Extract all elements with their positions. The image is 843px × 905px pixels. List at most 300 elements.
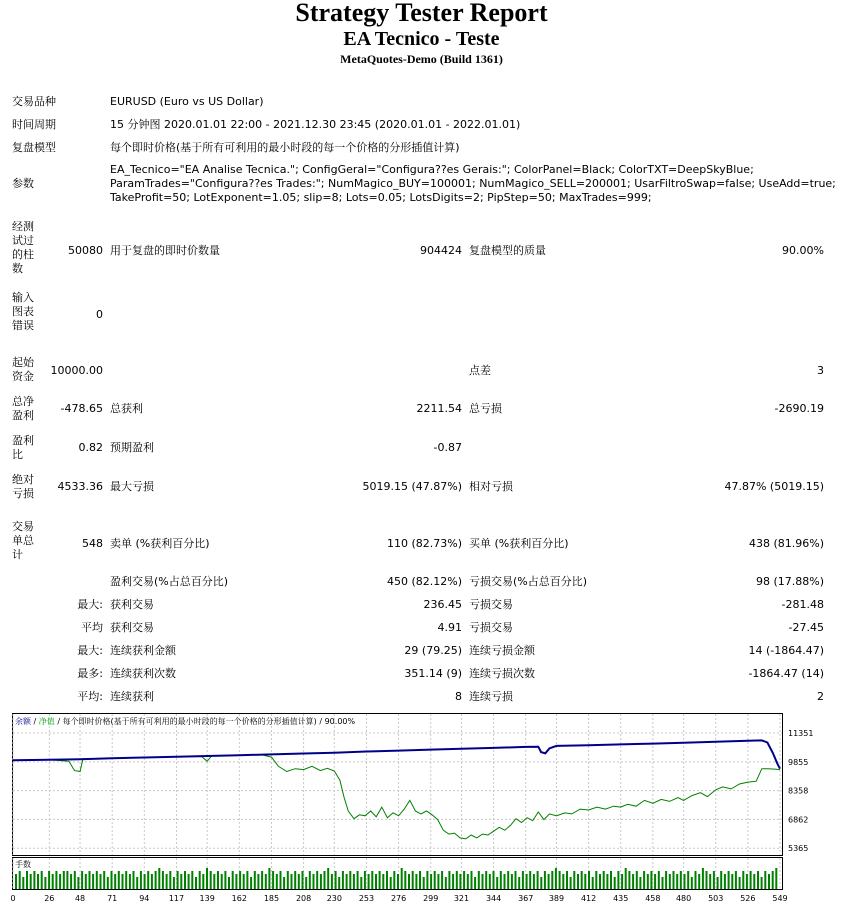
volume-bar: [114, 874, 116, 889]
volume-bar: [452, 874, 454, 889]
volume-bar: [129, 874, 131, 889]
maximal-prefix: 最多:: [77, 667, 103, 680]
volume-bar: [599, 874, 601, 889]
volume-bar: [327, 868, 329, 889]
volume-bar: [382, 874, 384, 889]
trades-label: 交易单总计: [12, 520, 34, 561]
volume-bar: [720, 871, 722, 889]
volume-bar: [680, 871, 682, 889]
volume-bar: [272, 871, 274, 889]
abs-dd-value: 4533.36: [57, 480, 103, 493]
x-tick-label: 253: [358, 894, 375, 903]
volume-bar: [133, 871, 135, 889]
quality-label: 复盘模型的质量: [469, 244, 546, 257]
loss-trades-value: 98 (17.88%): [755, 575, 824, 588]
volume-bar: [55, 871, 57, 889]
average-prefix: 平均: [81, 621, 103, 634]
x-tick-label: 480: [675, 894, 692, 903]
volume-bar: [305, 877, 307, 889]
volume-bar: [151, 874, 153, 889]
symbol-label: 交易品种: [12, 95, 56, 108]
volume-bar: [548, 874, 550, 889]
volume-bar: [287, 871, 289, 889]
volume-bar: [19, 871, 21, 889]
x-tick-label: 435: [613, 894, 629, 903]
volume-bar: [158, 868, 160, 889]
volume-bar: [566, 871, 568, 889]
volume-bar: [118, 871, 120, 889]
volume-bar: [70, 874, 72, 889]
average-profit-value: 4.91: [437, 621, 462, 634]
x-tick-label: 344: [485, 894, 502, 903]
volume-bar: [100, 874, 102, 889]
server-build: MetaQuotes-Demo (Build 1361): [340, 52, 503, 66]
volume-bar: [746, 874, 748, 889]
volume-bar: [735, 871, 737, 889]
volume-bar: [206, 868, 208, 889]
x-tick-label: 71: [107, 894, 118, 903]
volume-bar: [713, 871, 715, 889]
volume-bar: [706, 871, 708, 889]
volume-bar: [89, 871, 91, 889]
volume-bar: [30, 874, 32, 889]
volume-bar: [511, 874, 513, 889]
volume-bar: [650, 871, 652, 889]
mismatch-value: 0: [96, 308, 103, 321]
volume-bar: [401, 868, 403, 889]
volume-bar: [551, 871, 553, 889]
volume-bar: [764, 871, 766, 889]
y-tick-label: 8358: [788, 786, 809, 796]
volume-bar: [96, 871, 98, 889]
max-cons-losses-label: 连续亏损金额: [469, 644, 535, 657]
volume-bar: [570, 877, 572, 889]
x-tick-label: 139: [199, 894, 215, 903]
params-line-2: ParamTrades="Configura??es Trades:"; NumMagico_BUY=100001; NumMagico_SELL=200001; UsarFiltroSwap=false; UseAdd=true;: [110, 177, 836, 190]
volume-bar: [316, 871, 318, 889]
volume-bar: [419, 871, 421, 889]
ticks-label: 用于复盘的即时价数量: [110, 244, 220, 257]
volume-bar: [647, 874, 649, 889]
volume-bar: [375, 874, 377, 889]
volume-bar: [140, 871, 142, 889]
volume-bar: [673, 871, 675, 889]
quality-value: 90.00%: [782, 244, 824, 257]
volume-bar: [474, 877, 476, 889]
volume-bar: [537, 871, 539, 889]
volume-bar: [482, 874, 484, 889]
volume-bar: [357, 871, 359, 889]
volume-bar: [437, 874, 439, 889]
volume-bar: [74, 871, 76, 889]
volume-bar: [169, 871, 171, 889]
volume-bar: [434, 871, 436, 889]
report-title: Strategy Tester Report: [295, 0, 548, 27]
period-label: 时间周期: [12, 118, 56, 131]
volume-bar: [441, 871, 443, 889]
loss-trades-label: 亏损交易(%占总百分比): [469, 575, 588, 588]
spread-value: 3: [817, 364, 824, 377]
x-tick-label: 162: [231, 894, 247, 903]
volume-bar: [15, 874, 17, 889]
max-dd-value: 5019.15 (47.87%): [362, 480, 462, 493]
legend-equity: 净值: [38, 717, 55, 726]
volume-bar: [37, 874, 39, 889]
volume-bar: [456, 871, 458, 889]
volume-bar: [753, 874, 755, 889]
volume-bar: [261, 871, 263, 889]
volume-bar: [250, 877, 252, 889]
volume-bar: [739, 877, 741, 889]
volume-bar: [691, 877, 693, 889]
volume-bar: [669, 874, 671, 889]
gross-profit-value: 2211.54: [416, 402, 462, 415]
volume-bar: [588, 871, 590, 889]
x-tick-label: 299: [423, 894, 439, 903]
maximal-cons-loss-label: 连续亏损次数: [469, 667, 535, 680]
volume-bar: [610, 871, 612, 889]
max-prefix: 最大:: [77, 644, 103, 657]
volume-bar: [291, 874, 293, 889]
volume-bar: [349, 871, 351, 889]
volume-bar: [540, 877, 542, 889]
ticks-value: 904424: [420, 244, 462, 257]
y-tick-label: 5365: [788, 844, 809, 854]
volume-bar: [232, 871, 234, 889]
balance-equity-chart: [12, 713, 832, 856]
volume-bar: [217, 871, 219, 889]
model-value: 每个即时价格(基于所有可利用的最小时段的每一个价格的分形插值计算): [110, 141, 460, 154]
volume-bar: [489, 874, 491, 889]
maximal-cons-loss-value: -1864.47 (14): [748, 667, 824, 680]
volume-bar: [224, 871, 226, 889]
volume-bar: [77, 877, 79, 889]
volume-bar: [654, 874, 656, 889]
volume-bar: [500, 871, 502, 889]
x-tick-label: 185: [263, 894, 280, 903]
rel-dd-value: 47.87% (5019.15): [724, 480, 824, 493]
volume-bar: [331, 874, 333, 889]
max-cons-losses-value: 14 (-1864.47): [748, 644, 824, 657]
volume-bar: [283, 877, 285, 889]
trades-value: 548: [82, 537, 103, 550]
net-value: -478.65: [60, 402, 103, 415]
bars-label: 经测试过的柱数: [12, 220, 34, 275]
y-tick-label: 9855: [788, 757, 809, 767]
payoff-label: 预期盈利: [110, 441, 154, 454]
volume-bar: [257, 874, 259, 889]
volume-bar: [243, 874, 245, 889]
volume-bar: [390, 877, 392, 889]
volume-bar: [239, 871, 241, 889]
abs-dd-label: 绝对亏损: [12, 473, 34, 500]
volume-bar: [302, 871, 304, 889]
volume-bar: [107, 877, 109, 889]
volume-bar: [676, 874, 678, 889]
spread-label: 点差: [469, 364, 491, 377]
profit-trades-value: 450 (82.12%): [386, 575, 462, 588]
bars-value: 50080: [68, 244, 103, 257]
volume-bar: [81, 871, 83, 889]
params-line-1: EA_Tecnico="EA Analise Tecnica."; ConfigGeral="Configura??es Gerais:"; ColorPanel=Black; ColorTXT=DeepSkyBlue;: [110, 163, 754, 176]
volume-bar: [364, 871, 366, 889]
volume-bar: [210, 871, 212, 889]
volume-bar: [85, 874, 87, 889]
x-tick-label: 48: [74, 894, 86, 903]
volume-bar: [518, 877, 520, 889]
volume-bar: [625, 868, 627, 889]
volume-chart: [12, 857, 832, 905]
volume-bar: [643, 871, 645, 889]
x-tick-label: 117: [168, 894, 185, 903]
volume-bar: [371, 871, 373, 889]
volume-bar: [463, 871, 465, 889]
volume-bar: [48, 871, 50, 889]
volume-bar: [41, 871, 43, 889]
volume-bar: [338, 877, 340, 889]
volume-bar: [188, 874, 190, 889]
volume-bar: [628, 871, 630, 889]
volume-bar: [122, 874, 124, 889]
chart-legend: [15, 716, 355, 726]
period-value: 15 分钟图 2020.01.01 22:00 - 2021.12.30 23:45 (2020.01.01 - 2022.01.01): [110, 118, 521, 131]
x-tick-label: 26: [44, 894, 55, 903]
volume-bar: [166, 874, 168, 889]
payoff-value: -0.87: [433, 441, 462, 454]
volume-bar: [728, 871, 730, 889]
volume-bar: [368, 874, 370, 889]
deposit-value: 10000.00: [50, 364, 103, 377]
max-cons-wins-value: 29 (79.25): [404, 644, 462, 657]
legend-balance: 余额: [15, 717, 31, 726]
volume-bar: [522, 871, 524, 889]
volume-bar: [742, 871, 744, 889]
volume-bar: [386, 871, 388, 889]
volume-bar: [592, 877, 594, 889]
deposit-label: 起始资金: [12, 356, 34, 383]
rel-dd-label: 相对亏损: [469, 480, 513, 493]
volume-bar: [235, 874, 237, 889]
average-profit-label: 获利交易: [110, 621, 154, 634]
volume-bar: [379, 871, 381, 889]
volume-bar: [162, 871, 164, 889]
volume-bar: [397, 874, 399, 889]
volume-bar: [695, 871, 697, 889]
volume-bar: [276, 874, 278, 889]
volume-bar: [496, 877, 498, 889]
volume-bar: [221, 874, 223, 889]
x-tick-label: 549: [772, 894, 788, 903]
volume-bar: [445, 877, 447, 889]
x-tick-label: 503: [708, 894, 724, 903]
maximal-cons-profit-label: 连续获利次数: [110, 667, 176, 680]
volume-bar: [768, 874, 770, 889]
largest-prefix: 最大:: [77, 598, 103, 611]
volume-bar: [595, 871, 597, 889]
volume-bar: [320, 874, 322, 889]
volume-bar: [147, 871, 149, 889]
volume-bar: [750, 871, 752, 889]
volume-bar: [606, 874, 608, 889]
y-tick-label: 11351: [788, 729, 814, 739]
volume-bar: [485, 871, 487, 889]
volume-bar: [33, 871, 35, 889]
volume-bar: [44, 877, 46, 889]
volume-bar: [342, 871, 344, 889]
volume-bar: [254, 871, 256, 889]
volume-bar: [22, 877, 24, 889]
avg-cons-losses-value: 2: [817, 690, 824, 703]
long-value: 438 (81.96%): [748, 537, 824, 550]
volume-bar: [614, 877, 616, 889]
volume-bar: [617, 871, 619, 889]
model-label: 复盘模型: [12, 141, 56, 154]
volume-bar: [562, 874, 564, 889]
mismatch-label: 输入图表错误: [12, 291, 34, 332]
volume-bar: [621, 874, 623, 889]
volume-bar: [603, 871, 605, 889]
volume-bar: [335, 871, 337, 889]
volume-bar: [103, 871, 105, 889]
volume-bar: [448, 871, 450, 889]
volume-bar: [717, 877, 719, 889]
volume-bar: [665, 871, 667, 889]
volume-bar: [346, 874, 348, 889]
chart-frame: [13, 714, 783, 856]
largest-loss-value: -281.48: [781, 598, 824, 611]
volume-bar: [772, 871, 774, 889]
volume-bar: [408, 874, 410, 889]
volume-bar: [191, 871, 193, 889]
volume-bar: [177, 871, 179, 889]
avg-cons-wins-label: 连续获利: [110, 690, 154, 703]
volume-bar: [136, 877, 138, 889]
volume-bar: [324, 871, 326, 889]
largest-profit-value: 236.45: [423, 598, 462, 611]
volume-bar: [155, 871, 157, 889]
net-label: 总净盈利: [12, 395, 34, 422]
volume-bar: [144, 874, 146, 889]
volume-bar: [636, 871, 638, 889]
avg-cons-wins-value: 8: [455, 690, 462, 703]
volume-bar: [529, 871, 531, 889]
volume-bar: [195, 877, 197, 889]
volume-bar: [702, 868, 704, 889]
x-tick-label: 367: [518, 894, 534, 903]
avg-cons-losses-label: 连续亏损: [469, 690, 513, 703]
volume-bar: [393, 871, 395, 889]
volume-bar: [559, 871, 561, 889]
maximal-cons-profit-value: 351.14 (9): [404, 667, 462, 680]
volume-bar: [504, 874, 506, 889]
volume-label: 手数: [15, 860, 31, 869]
volume-bar: [66, 871, 68, 889]
volume-bar: [573, 871, 575, 889]
x-tick-label: 0: [10, 894, 16, 903]
volume-bar: [507, 871, 509, 889]
volume-bar: [478, 871, 480, 889]
volume-bar: [228, 877, 230, 889]
volume-bar: [125, 871, 127, 889]
volume-bar: [709, 874, 711, 889]
volume-bar: [199, 871, 201, 889]
volume-bar: [662, 877, 664, 889]
volume-bar: [415, 874, 417, 889]
volume-bar: [404, 871, 406, 889]
volume-bar: [459, 874, 461, 889]
volume-bar: [584, 874, 586, 889]
volume-bar: [658, 871, 660, 889]
max-cons-wins-label: 连续获利金额: [110, 644, 176, 657]
volume-bar: [544, 871, 546, 889]
volume-bar: [173, 877, 175, 889]
short-value: 110 (82.73%): [386, 537, 462, 550]
volume-bar: [687, 871, 689, 889]
symbol-value: EURUSD (Euro vs US Dollar): [110, 95, 264, 108]
x-tick-label: 458: [645, 894, 661, 903]
volume-bar: [294, 871, 296, 889]
volume-bar: [426, 871, 428, 889]
volume-bar: [92, 874, 94, 889]
params-label: 参数: [12, 177, 34, 190]
volume-bar: [775, 868, 777, 889]
pf-value: 0.82: [78, 441, 103, 454]
volume-bar: [761, 877, 763, 889]
volume-bar: [213, 874, 215, 889]
volume-bar: [63, 871, 65, 889]
volume-bar: [632, 874, 634, 889]
volume-bar: [265, 874, 267, 889]
ea-name: EA Tecnico - Teste: [343, 28, 500, 50]
volume-bar: [724, 874, 726, 889]
x-tick-label: 321: [453, 894, 470, 903]
x-tick-label: 276: [390, 894, 407, 903]
volume-bar: [684, 874, 686, 889]
x-tick-label: 526: [740, 894, 756, 903]
avg-cons-prefix: 平均:: [77, 690, 103, 703]
legend-model: 每个即时价格(基于所有可利用的最小时段的每一个价格的分形插值计算): [62, 717, 317, 726]
x-tick-label: 208: [295, 894, 312, 903]
volume-bar: [353, 874, 355, 889]
volume-bar: [52, 874, 54, 889]
legend-quality: / 90.00%: [316, 717, 356, 726]
gross-loss-label: 总亏损: [469, 402, 502, 415]
volume-bar: [471, 871, 473, 889]
volume-bar: [202, 874, 204, 889]
legend-sep-2: /: [54, 717, 63, 726]
volume-bar: [731, 874, 733, 889]
x-tick-label: 389: [548, 894, 565, 903]
volume-bar: [246, 871, 248, 889]
long-label: 买单 (%获利百分比): [469, 537, 569, 550]
average-loss-value: -27.45: [788, 621, 824, 634]
volume-bar: [184, 871, 186, 889]
volume-bar: [533, 874, 535, 889]
volume-bar: [581, 871, 583, 889]
volume-bar: [423, 877, 425, 889]
volume-bar: [467, 874, 469, 889]
volume-bar: [298, 874, 300, 889]
volume-bar: [515, 871, 517, 889]
largest-profit-label: 获利交易: [110, 598, 154, 611]
params-line-3: TakeProfit=50; LotExponent=1.05; slip=8; Lots=0.05; LotsDigits=2; PipStep=50; MaxTrades=999;: [110, 191, 652, 204]
volume-bar: [180, 874, 182, 889]
volume-bar: [309, 871, 311, 889]
gross-profit-label: 总获利: [110, 402, 143, 415]
x-tick-label: 412: [580, 894, 597, 903]
volume-bar: [268, 868, 270, 889]
volume-bar: [698, 874, 700, 889]
